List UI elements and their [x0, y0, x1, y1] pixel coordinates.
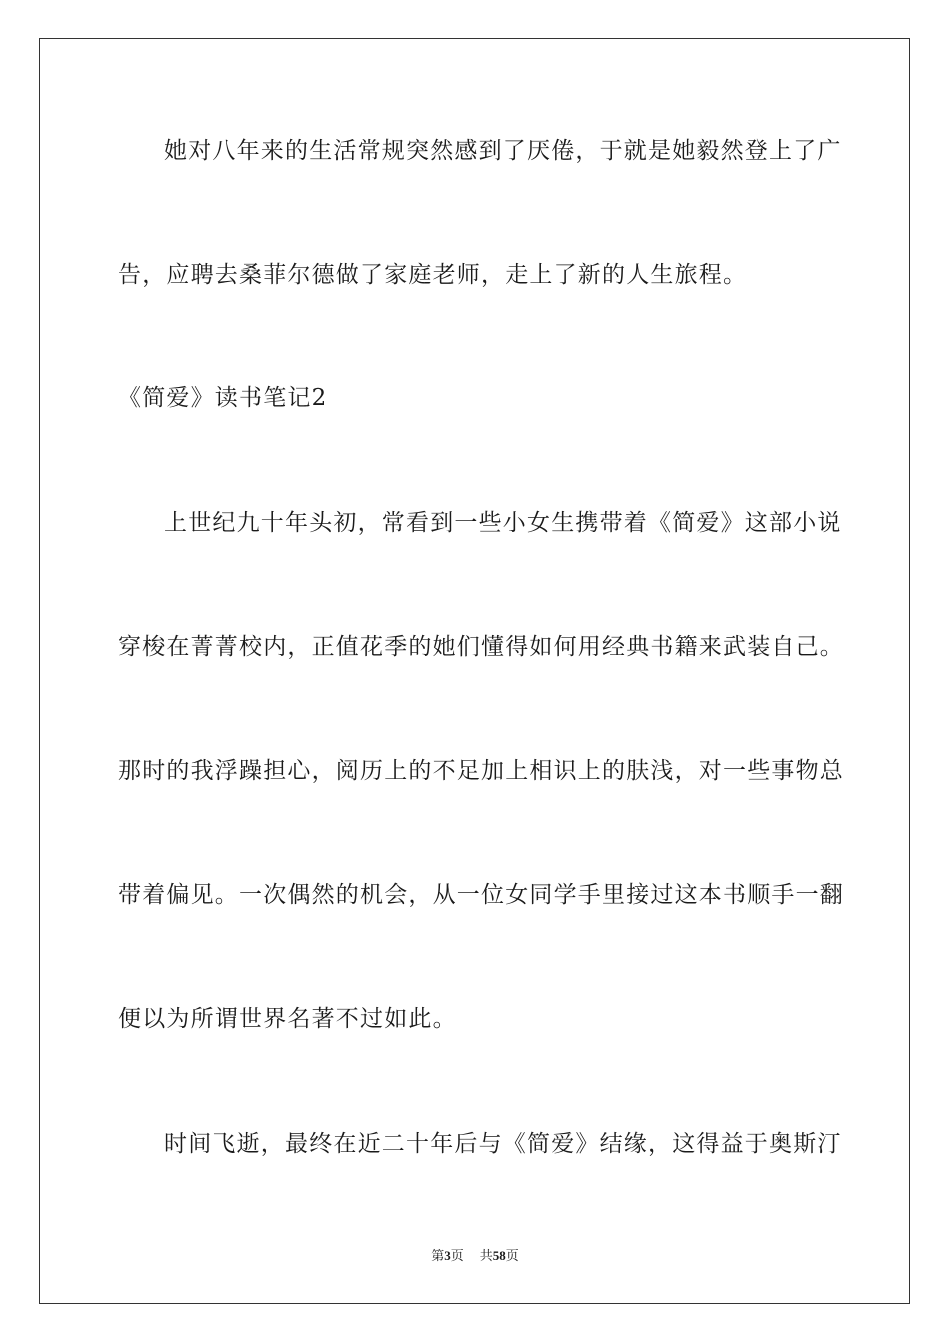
- footer-total-prefix: 共: [479, 1248, 493, 1263]
- text-line: 穿梭在菁菁校内，正值花季的她们懂得如何用经典书籍来武装自己。: [118, 634, 844, 660]
- text-line: 上世纪九十年头初，常看到一些小女生携带着《简爱》这部小说: [164, 510, 842, 536]
- text-line: 便以为所谓世界名著不过如此。: [118, 1006, 457, 1032]
- page-footer: [0, 1247, 950, 1265]
- section-heading: 《简爱》读书笔记2: [118, 385, 328, 411]
- text-line: 时间飞逝，最终在近二十年后与《简爱》结缘，这得益于奥斯汀: [164, 1131, 842, 1157]
- footer-total-pages: 58: [492, 1248, 506, 1263]
- footer-page-suffix: 页: [450, 1248, 464, 1263]
- page-border: [39, 38, 910, 1304]
- footer-page-number: 3: [444, 1248, 451, 1263]
- text-line: 告，应聘去桑菲尔德做了家庭老师，走上了新的人生旅程。: [118, 262, 748, 288]
- footer-page-prefix: 第: [431, 1248, 445, 1263]
- text-line: 她对八年来的生活常规突然感到了厌倦，于就是她毅然登上了广: [164, 138, 842, 164]
- text-line: 带着偏见。一次偶然的机会，从一位女同学手里接过这本书顺手一翻: [118, 882, 844, 908]
- text-line: 那时的我浮躁担心，阅历上的不足加上相识上的肤浅，对一些事物总: [118, 758, 844, 784]
- footer-total-suffix: 页: [505, 1248, 519, 1263]
